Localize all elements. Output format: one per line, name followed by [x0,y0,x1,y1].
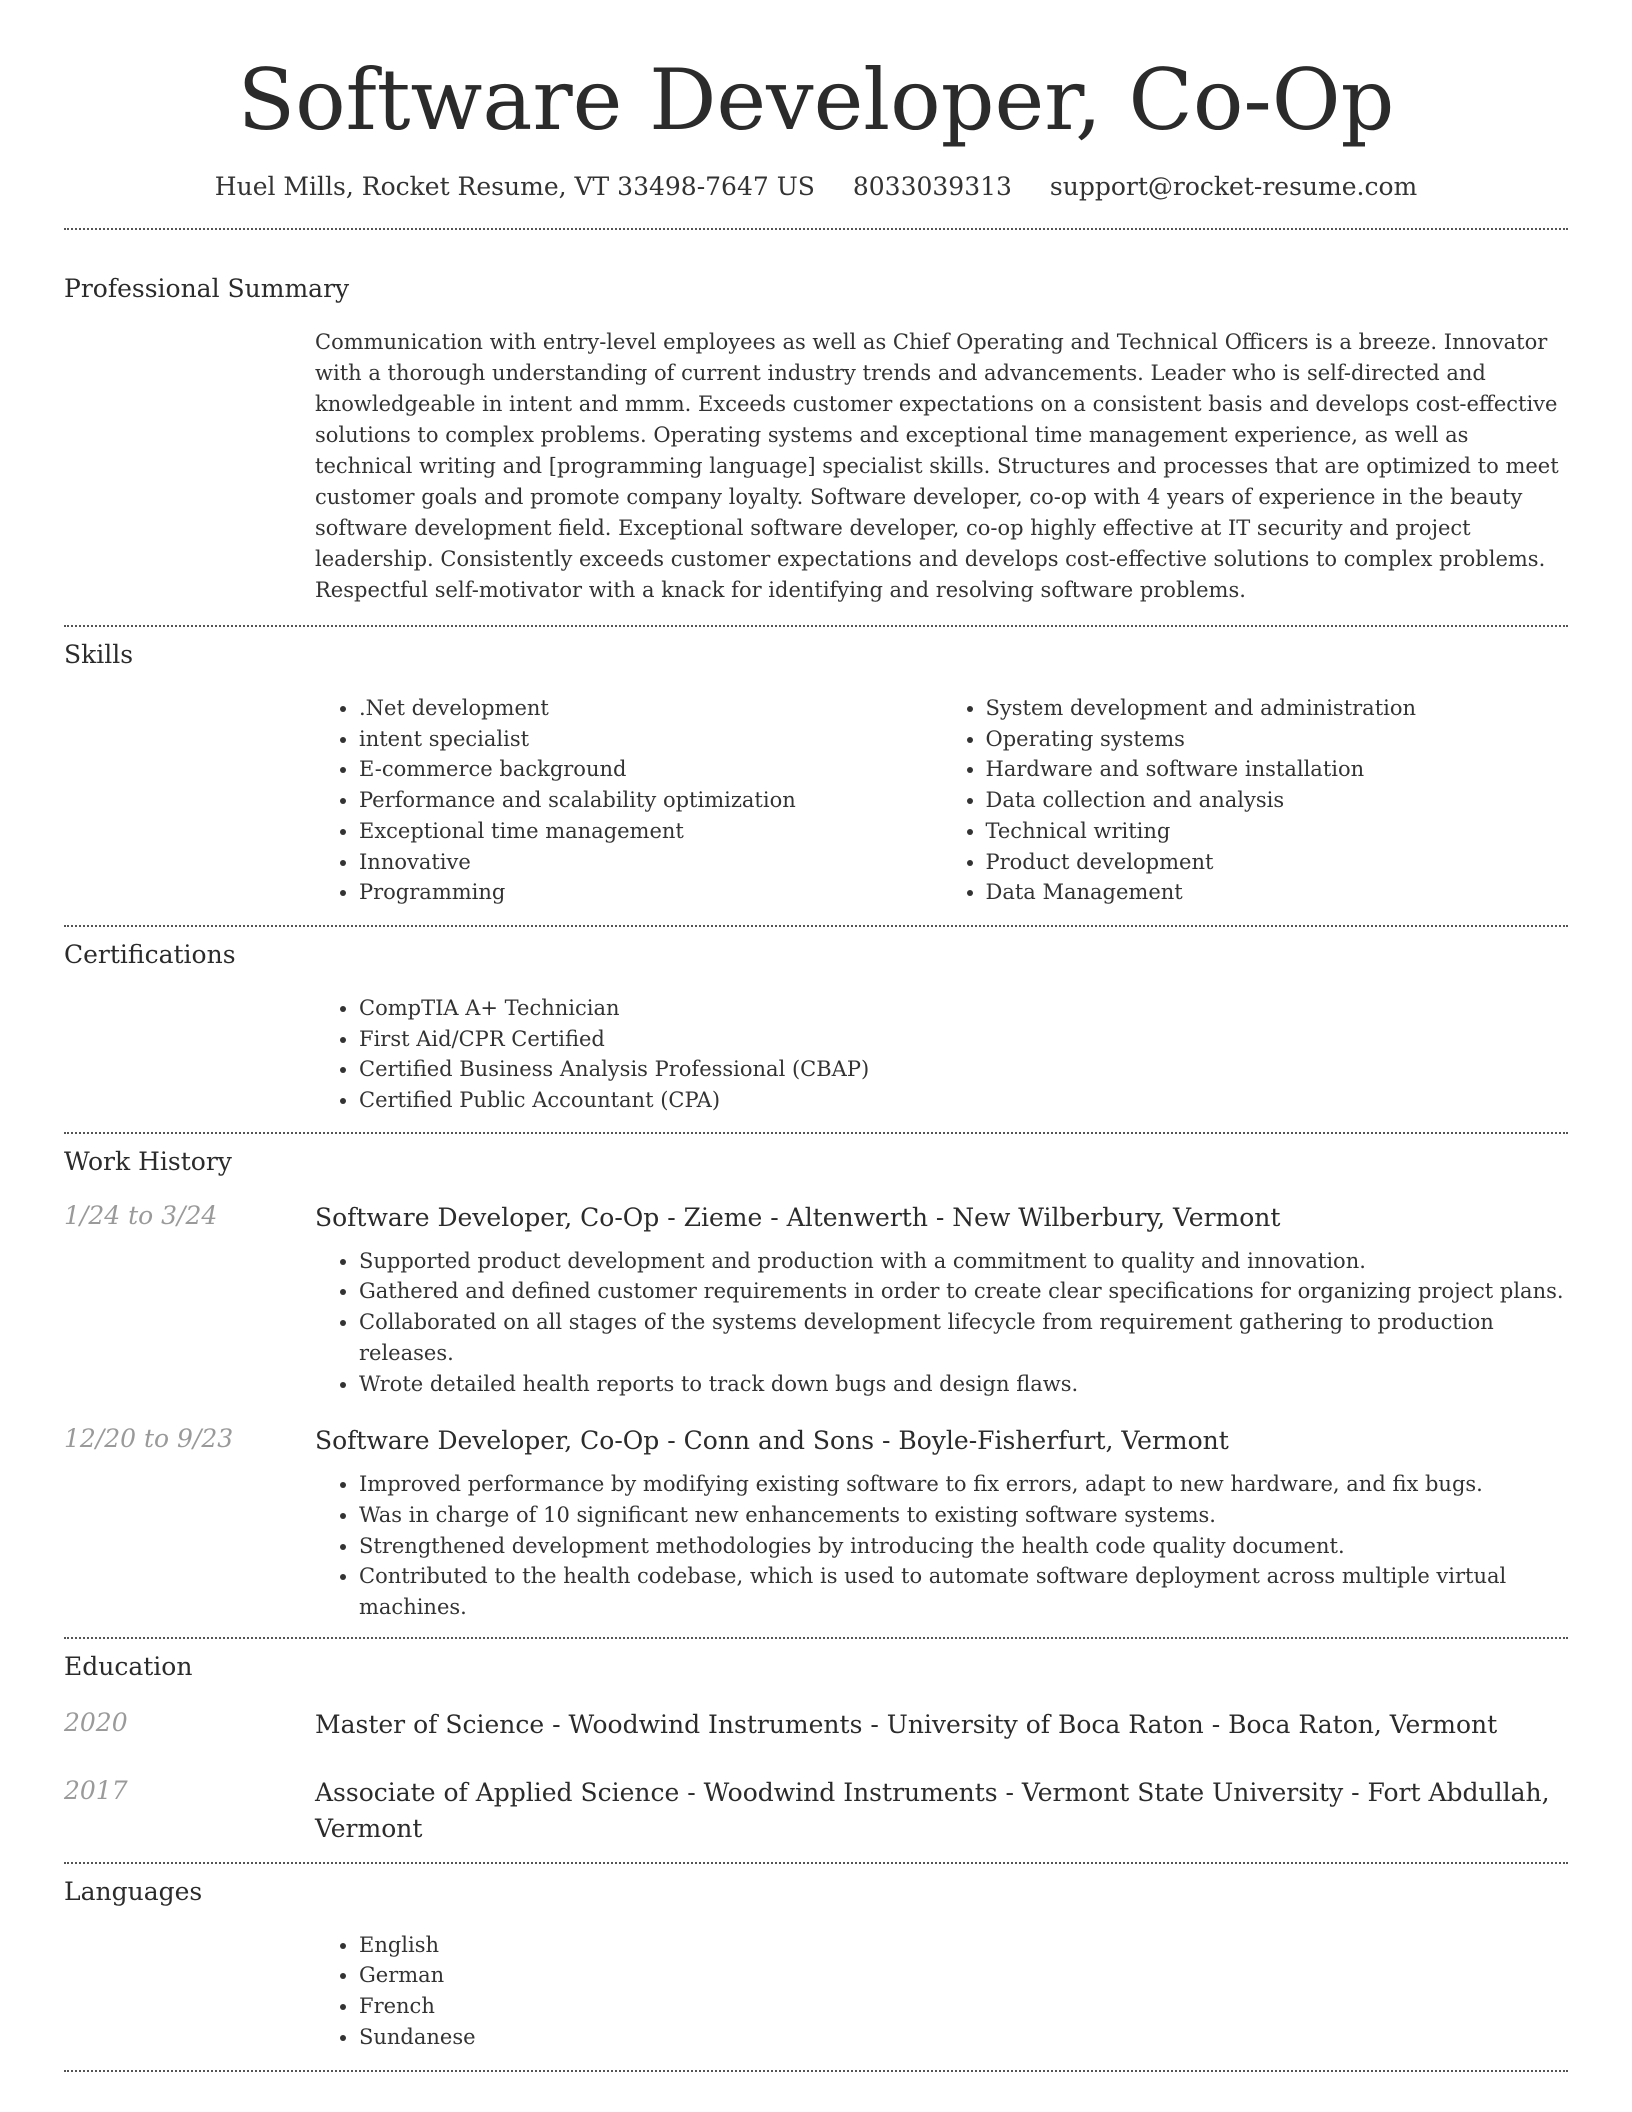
skill-item: • Product development [986,847,1569,878]
summary-text: Communication with entry-level employees as well as Chief Operating and Technical Officers is a breeze. Innovator with a thorough understanding of current industry trends and advancements. Leader who is self-directed and knowledgeable in intent and mmm. Exceeds customer expectations on a consistent basis and develops cost-effective solutions to complex problems. Operating systems and exceptional time management experience, as well as technical writing and [programming language] specialist skills. Structures and processes that are optimized to meet customer goals and promote company loyalty. Software developer, co-op with 4 years of experience in the beauty software development field. Exceptional software developer, co-op highly effective at IT security and project leadership. Consistently exceeds customer expectations and develops cost-effective solutions to complex problems. Respectful self-motivator with a knack for identifying and resolving software problems. [315,330,1559,602]
job-entry [64,1423,1568,1623]
language-item: • English [359,1930,1568,1961]
skill-item: • Data Management [986,877,1569,908]
skill-item: • Data collection and analysis [986,785,1569,816]
education-text: Associate of Applied Science - Woodwind Instruments - Vermont State University - Fort Abdullah, Vermont [315,1777,1550,1843]
job-bullet: • Supported product development and production with a commitment to quality and innovation. [359,1246,1568,1277]
contact-email: support@rocket-resume.com [1049,172,1418,201]
divider [64,1637,1568,1639]
skill-item: • Exceptional time management [359,816,942,847]
resume-name: Software Developer, Co-Op [237,51,1395,149]
certification-item: • Certified Public Accountant (CPA) [359,1085,1568,1116]
language-item: • French [359,1991,1568,2022]
certifications-heading: Certifications [64,939,236,969]
work-history-section [64,1146,1568,1623]
skills-section [64,639,1568,908]
skill-item: • E-commerce background [359,754,942,785]
education-section [64,1651,1568,1847]
skills-heading: Skills [64,640,134,669]
divider [64,625,1568,627]
divider [64,2070,1568,2072]
language-item: • German [359,1960,1568,1991]
job-bullet: • Collaborated on all stages of the systems development lifecycle from requirement gathering to production releases. [359,1307,1568,1368]
summary-heading: Professional Summary [64,274,350,303]
job-dates: 1/24 to 3/24 [64,1200,218,1230]
job-dates: 12/20 to 9/23 [64,1424,234,1454]
skill-item: • Programming [359,877,942,908]
language-item: • Sundanese [359,2022,1568,2053]
skill-item: • Hardware and software installation [986,754,1569,785]
job-title: Software Developer, Co-Op - Zieme - Altenwerth - New Wilberbury, Vermont [315,1202,1281,1232]
languages-heading: Languages [64,1876,203,1906]
work-history-heading: Work History [64,1146,232,1176]
divider [64,1862,1568,1864]
job-bullet: • Improved performance by modifying existing software to fix errors, adapt to new hardware, and fix bugs. [359,1469,1568,1500]
education-year: 2017 [64,1775,128,1805]
education-heading: Education [64,1651,193,1681]
skill-item: • Innovative [359,847,942,878]
skill-item: • System development and administration [986,693,1569,724]
skills-left-column [315,693,942,908]
divider [64,925,1568,927]
languages-section [64,1876,1568,2053]
skill-item: • Performance and scalability optimization [359,785,942,816]
languages-list [315,1930,1568,2053]
contact-line [64,172,1568,202]
skill-item: • Technical writing [986,816,1569,847]
divider [64,1132,1568,1134]
skill-item: • .Net development [359,693,942,724]
certification-item: • Certified Business Analysis Professional (CBAP) [359,1054,1568,1085]
job-bullet: • Contributed to the health codebase, which is used to automate software deployment across multiple virtual machines. [359,1561,1568,1622]
skill-item: • Operating systems [986,724,1569,755]
contact-address: Huel Mills, Rocket Resume, VT 33498-7647 US [214,172,815,201]
job-bullet: • Wrote detailed health reports to track down bugs and design flaws. [359,1369,1568,1400]
certification-item: • First Aid/CPR Certified [359,1024,1568,1055]
contact-phone: 8033039313 [852,172,1012,201]
skill-item: • intent specialist [359,724,942,755]
certifications-list [315,993,1568,1116]
certification-item: • CompTIA A+ Technician [359,993,1568,1024]
job-entry [64,1200,1568,1400]
education-entry [64,1775,1568,1847]
skills-right-column [942,693,1569,908]
education-text: Master of Science - Woodwind Instruments - University of Boca Raton - Boca Raton, Vermont [315,1709,1498,1739]
divider [64,228,1568,230]
summary-section [64,273,1568,606]
resume-page [64,0,1568,2072]
job-title: Software Developer, Co-Op - Conn and Sons - Boyle-Fisherfurt, Vermont [315,1426,1229,1456]
education-year: 2020 [64,1707,128,1737]
skills-list [315,693,1568,908]
job-bullet: • Gathered and defined customer requirements in order to create clear specifications for organizing project plans. [359,1276,1568,1307]
certifications-section [64,939,1568,1116]
education-entry [64,1707,1568,1743]
job-bullet: • Strengthened development methodologies by introducing the health code quality document. [359,1531,1568,1562]
job-bullet: • Was in charge of 10 significant new enhancements to existing software systems. [359,1500,1568,1531]
